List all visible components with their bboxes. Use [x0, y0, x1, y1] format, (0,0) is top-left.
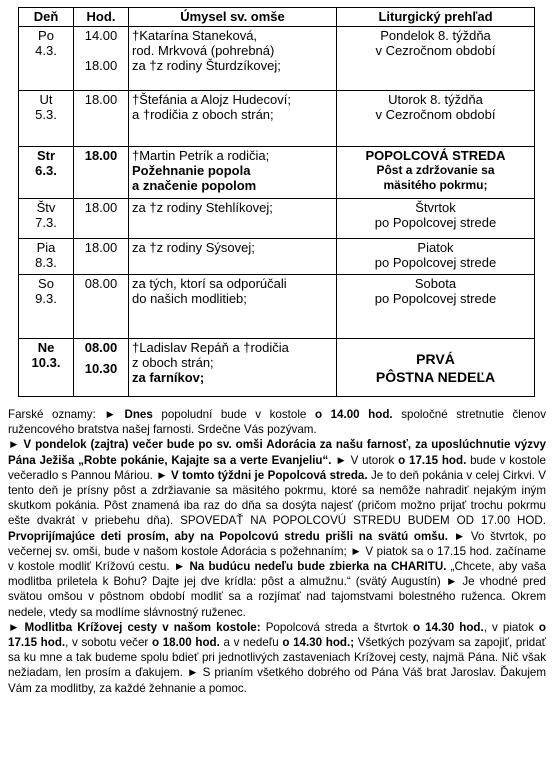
- liturgy-cell: [337, 199, 535, 239]
- table-header-row: [19, 8, 535, 27]
- day-name: Štv: [36, 200, 56, 215]
- bold-text-run: o 18.00 hod.: [151, 636, 220, 650]
- hour-cell: [74, 239, 129, 275]
- hour-cell: [74, 199, 129, 239]
- intent-line: Požehnanie popola: [132, 163, 251, 178]
- intent-line: za tých, ktorí sa odporúčali: [132, 276, 287, 291]
- text-run: a v nedeľu: [219, 636, 283, 650]
- bold-text-run: Prvoprijímajúce deti prosím, aby na Popolcovú stredu prišli na svätú omšu.: [8, 529, 449, 543]
- intent-line: za farníkov;: [132, 370, 205, 385]
- intent-line: a †rodičia z oboch strán;: [132, 107, 274, 122]
- intent-cell: [129, 239, 337, 275]
- intent-line: do našich modlitieb;: [132, 291, 247, 306]
- table-row: [19, 27, 535, 91]
- hour-value: 18.00: [84, 240, 118, 255]
- text-run: bude v kostole večeradlo s Pannou Máriou. ►: [8, 453, 546, 482]
- liturgy-line: PÔSTNA NEDEĽA: [375, 368, 496, 385]
- liturgy-line: Sobota: [414, 276, 457, 291]
- bold-text-run: Na budúcu nedeľu bude zbierka na CHARITU.: [189, 560, 447, 574]
- mass-schedule-table: [18, 7, 535, 397]
- bold-text-run: ► Modlitba Krížovej cesty v našom kostole:: [8, 620, 261, 634]
- day-name: Str: [36, 148, 56, 163]
- text-run: Popolcová streda a štvrtok: [260, 620, 413, 634]
- bold-text-run: o 14.30 hod.;: [282, 636, 355, 650]
- day-name: Po: [38, 28, 54, 43]
- liturgy-line: po Popolcovej strede: [374, 255, 497, 270]
- text-run: ► V utorok: [331, 453, 399, 467]
- text-run: „Chcete, aby vaša modlitba priletela k Bohu? Dajte jej dve krídla: pôst a almužnu.“ (svätý Augustín) ► Je vhodné pred svätou omšou v pôstnom období modliť sa a rozjímať nad tajomstvami bolestného ruženca. Okrem nedele, vtedy sa modlíme slávnostný ruženec.: [8, 560, 547, 619]
- intent-cell: [129, 199, 337, 239]
- day-date: 7.3.: [35, 215, 57, 230]
- intent-line: z oboch strán;: [132, 355, 214, 370]
- header-day: Deň: [19, 8, 74, 27]
- day-name: So: [38, 276, 54, 291]
- liturgy-line: POPOLCOVÁ STREDA: [365, 148, 506, 163]
- table-row: [19, 199, 535, 239]
- intent-line: †Katarína Staneková,: [132, 28, 258, 43]
- text-run: ► Vo štvrtok, po večernej sv. omši, bude v našom kostole Adorácia s požehnaním; ► V piatok sa o 17.15 hod. začíname v kostole modliť Krížovú cestu. ►: [8, 529, 547, 574]
- table-row: [19, 339, 535, 397]
- announcement-paragraph: [8, 620, 546, 696]
- bold-text-run: Dnes: [124, 408, 153, 421]
- header-hour: Hod.: [74, 8, 129, 27]
- hour-value: 18.00: [84, 58, 118, 73]
- liturgy-line: v Cezročnom období: [375, 107, 496, 122]
- intent-cell: [129, 27, 337, 91]
- day-date: 8.3.: [35, 255, 57, 270]
- intent-line: za †z rodiny Sýsovej;: [132, 240, 255, 255]
- text-run: , v sobotu večer: [65, 636, 152, 650]
- day-cell: [19, 91, 74, 147]
- day-name: Ut: [39, 92, 53, 107]
- hour-value: 14.00: [84, 28, 118, 43]
- intent-line: †Ladislav Repáň a †rodičia: [132, 340, 289, 355]
- text-run: Je to deň pokánia v celej Cirkvi. V tento deň je prísny pôst a zdržiavanie sa mäsitého pokrmu, ktoré sa nemôže nahradiť nejakým iným skutkom pokánia. Pôst znamená iba raz do dňa sa dosýta najesť (pričom možno prijať trochu pokrmu ešte dvakrát v priebehu dňa). SPOVEDAŤ NA POPOLCOVÚ STREDU BUDEM OD 17.00 HOD.: [8, 468, 547, 528]
- liturgy-line: Štvrtok: [415, 200, 456, 215]
- table-row: [19, 275, 535, 339]
- intent-line: †Martin Petrík a rodičia;: [132, 148, 270, 163]
- day-date: 4.3.: [35, 43, 57, 58]
- liturgy-line: mäsitého pokrmu;: [383, 178, 488, 192]
- day-cell: [19, 339, 74, 397]
- intent-cell: [129, 147, 337, 199]
- liturgy-line: Utorok 8. týždňa: [388, 92, 483, 107]
- day-cell: [19, 275, 74, 339]
- intent-line: za †z rodiny Stehlíkovej;: [132, 200, 273, 215]
- announcement-paragraph: [8, 437, 546, 619]
- liturgy-line: Pondelok 8. týždňa: [380, 28, 491, 43]
- hour-value: 08.00: [84, 276, 118, 291]
- liturgy-line: po Popolcovej strede: [374, 215, 497, 230]
- bold-text-run: o 14.30 hod.: [412, 620, 484, 634]
- liturgy-cell: [337, 275, 535, 339]
- table-row: [19, 91, 535, 147]
- hour-value: 18.00: [84, 200, 118, 215]
- day-name: Pia: [36, 240, 56, 255]
- bold-text-run: o 17.15 hod.: [8, 620, 546, 650]
- liturgy-line: PRVÁ: [416, 350, 455, 367]
- day-cell: [19, 147, 74, 199]
- hour-value: 18.00: [84, 148, 118, 163]
- header-liturgy: Liturgický prehľad: [337, 8, 535, 27]
- table-row: [19, 239, 535, 275]
- hour-cell: [74, 27, 129, 91]
- parish-announcements: [8, 407, 546, 696]
- hour-value: 10.30: [84, 361, 118, 376]
- bold-text-run: V tomto týždni je Popolcová streda.: [171, 468, 368, 482]
- day-date: 5.3.: [35, 107, 57, 122]
- intent-line: rod. Mrkvová (pohrebná): [132, 43, 275, 58]
- text-run: Všetkých pozývam sa zapojiť, pridať sa ku mne a tak budeme spolu bdieť pri jednotlivých zastaveniach Krížovej cesty, najmä Pána. Nič však nežiadam, len prosím a ďakujem. ► S prianím všetkého dobrého od Pána Váš brat Jaroslav. Ďakujem Vám za modlitby, za každé žehnanie a pomoc.: [8, 636, 547, 695]
- liturgy-line: po Popolcovej strede: [374, 291, 497, 306]
- intent-cell: [129, 91, 337, 147]
- hour-value: 18.00: [84, 92, 118, 107]
- text-run: , v piatok: [483, 620, 539, 634]
- hour-value: 08.00: [84, 340, 118, 355]
- bold-text-run: o 17.15 hod.: [398, 453, 467, 467]
- liturgy-cell: [337, 239, 535, 275]
- liturgy-line: v Cezročnom období: [375, 43, 496, 58]
- hour-cell: [74, 147, 129, 199]
- liturgy-line: Pôst a zdržovanie sa: [376, 163, 495, 177]
- day-cell: [19, 199, 74, 239]
- hour-cell: [74, 339, 129, 397]
- day-date: 9.3.: [35, 291, 57, 306]
- day-cell: [19, 27, 74, 91]
- text-run: spoločné stretnutie členov ružencového bratstva našej farnosti. Srdečne Vás pozývam.: [8, 408, 546, 437]
- day-date: 10.3.: [31, 355, 61, 370]
- bold-text-run: o 14.00 hod.: [314, 408, 393, 421]
- liturgy-cell: [337, 339, 535, 397]
- announcement-paragraph: [8, 407, 546, 437]
- text-run: popoludní bude v kostole: [152, 408, 315, 421]
- text-run: Farské oznamy: ►: [8, 408, 125, 421]
- intent-line: †Štefánia a Alojz Hudecoví;: [132, 92, 291, 107]
- liturgy-cell: [337, 91, 535, 147]
- liturgy-line: Piatok: [417, 240, 454, 255]
- liturgy-cell: [337, 27, 535, 91]
- header-intent: Úmysel sv. omše: [129, 8, 337, 27]
- liturgy-cell: [337, 147, 535, 199]
- bold-text-run: ► V pondelok (zajtra) večer bude po sv. omši Adorácia za našu farnosť, za uposlúchnutie výzvy Pána Ježiša „Robte pokánie, Kajajte sa a verte Evanjeliu“.: [8, 438, 546, 467]
- hour-cell: [74, 275, 129, 339]
- day-name: Ne: [37, 340, 55, 355]
- day-cell: [19, 239, 74, 275]
- intent-cell: [129, 275, 337, 339]
- intent-cell: [129, 339, 337, 397]
- intent-line: a značenie popolom: [132, 178, 257, 193]
- day-date: 6.3.: [35, 163, 57, 178]
- hour-cell: [74, 91, 129, 147]
- table-row: [19, 147, 535, 199]
- intent-line: za †z rodiny Šturdzíkovej;: [132, 58, 281, 73]
